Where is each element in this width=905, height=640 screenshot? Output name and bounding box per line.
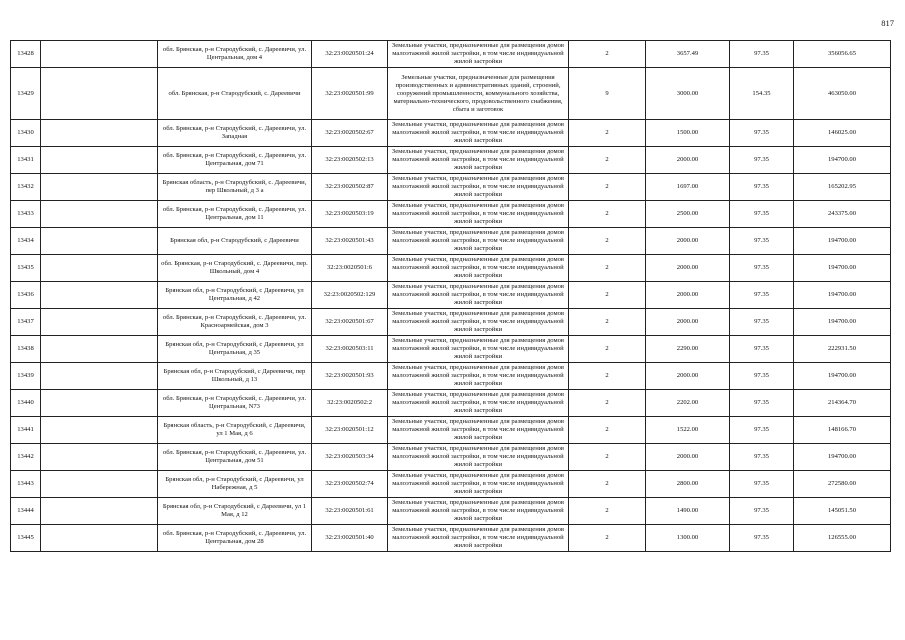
cell-group: 2 xyxy=(569,336,646,363)
cell-permitted-use: Земельные участки, предназначенные для размещения домов малоэтажной жилой застройки, в том числе индивидуальной жилой застройки xyxy=(388,174,569,201)
cell-address: обл. Брянская, р-н Стародубский, с. Дареевичи, ул. Центральная, N73 xyxy=(158,390,312,417)
cell-cadastral-number: 32:23:0020502:2 xyxy=(312,390,388,417)
cell-row-number: 13445 xyxy=(11,525,41,552)
cell-cadastral-number: 32:23:0020501:61 xyxy=(312,498,388,525)
cell-group: 9 xyxy=(569,68,646,120)
cell-cadastral-number: 32:23:0020502:74 xyxy=(312,471,388,498)
cell-area: 1697.00 xyxy=(646,174,730,201)
cell-group: 2 xyxy=(569,525,646,552)
cell-cadastral-value: 165202.95 xyxy=(794,174,891,201)
table-row xyxy=(11,363,891,390)
cell-permitted-use: Земельные участки, предназначенные для размещения производственных и административных зданий, строений, сооружений промышленности, коммунального хозяйства, материально-технического, продовольственного снабжения, сбыта и заготовок xyxy=(388,68,569,120)
cell-address: Брянская область, р-н Стародубский, с Дареевичи, ул 1 Мая, д 6 xyxy=(158,417,312,444)
cell-address: Брянская обл, р-н Стародубский, с Дареевичи, пер Школьный, д 13 xyxy=(158,363,312,390)
cell-row-number: 13428 xyxy=(11,41,41,68)
table-row xyxy=(11,228,891,255)
cell-permitted-use: Земельные участки, предназначенные для размещения домов малоэтажной жилой застройки, в том числе индивидуальной жилой застройки xyxy=(388,525,569,552)
cell-cadastral-value: 126555.00 xyxy=(794,525,891,552)
cell-permitted-use: Земельные участки, предназначенные для размещения домов малоэтажной жилой застройки, в том числе индивидуальной жилой застройки xyxy=(388,120,569,147)
table-row xyxy=(11,41,891,68)
cell-group: 2 xyxy=(569,417,646,444)
cell-specific-value: 97.35 xyxy=(730,417,794,444)
cell-specific-value: 97.35 xyxy=(730,390,794,417)
cell-area: 2500.00 xyxy=(646,201,730,228)
cell-cadastral-value: 214364.70 xyxy=(794,390,891,417)
cell-row-number: 13430 xyxy=(11,120,41,147)
cell-spacer xyxy=(41,471,158,498)
cell-specific-value: 97.35 xyxy=(730,336,794,363)
cell-cadastral-value: 194700.00 xyxy=(794,255,891,282)
cell-cadastral-number: 32:23:0020502:129 xyxy=(312,282,388,309)
cell-row-number: 13433 xyxy=(11,201,41,228)
cell-address: обл. Брянская, р-н Стародубский, с. Дареевичи, ул. Центральная, дом 11 xyxy=(158,201,312,228)
cell-permitted-use: Земельные участки, предназначенные для размещения домов малоэтажной жилой застройки, в том числе индивидуальной жилой застройки xyxy=(388,363,569,390)
cell-spacer xyxy=(41,282,158,309)
cell-spacer xyxy=(41,41,158,68)
table-row xyxy=(11,255,891,282)
cell-row-number: 13442 xyxy=(11,444,41,471)
cell-specific-value: 97.35 xyxy=(730,120,794,147)
cell-cadastral-value: 146025.00 xyxy=(794,120,891,147)
cell-group: 2 xyxy=(569,174,646,201)
cell-cadastral-number: 32:23:0020501:24 xyxy=(312,41,388,68)
cell-cadastral-number: 32:23:0020502:13 xyxy=(312,147,388,174)
cell-permitted-use: Земельные участки, предназначенные для размещения домов малоэтажной жилой застройки, в том числе индивидуальной жилой застройки xyxy=(388,390,569,417)
cell-cadastral-number: 32:23:0020501:43 xyxy=(312,228,388,255)
cell-area: 2000.00 xyxy=(646,444,730,471)
cell-area: 2000.00 xyxy=(646,282,730,309)
cell-area: 3000.00 xyxy=(646,68,730,120)
cell-specific-value: 97.35 xyxy=(730,41,794,68)
cell-cadastral-value: 356056.65 xyxy=(794,41,891,68)
cell-permitted-use: Земельные участки, предназначенные для размещения домов малоэтажной жилой застройки, в том числе индивидуальной жилой застройки xyxy=(388,255,569,282)
cell-specific-value: 97.35 xyxy=(730,147,794,174)
cell-cadastral-value: 194700.00 xyxy=(794,309,891,336)
cell-address: обл. Брянская, р-н Стародубский, с. Дареевичи, пер. Школьный, дом 4 xyxy=(158,255,312,282)
cell-cadastral-value: 194700.00 xyxy=(794,444,891,471)
cell-specific-value: 97.35 xyxy=(730,201,794,228)
cell-spacer xyxy=(41,363,158,390)
cell-area: 2000.00 xyxy=(646,363,730,390)
cell-permitted-use: Земельные участки, предназначенные для размещения домов малоэтажной жилой застройки, в том числе индивидуальной жилой застройки xyxy=(388,309,569,336)
cell-address: Брянская обл, р-н Стародубский, с Дареевичи xyxy=(158,228,312,255)
cell-cadastral-number: 32:23:0020503:19 xyxy=(312,201,388,228)
cell-spacer xyxy=(41,444,158,471)
table-row xyxy=(11,498,891,525)
cell-address: обл. Брянская, р-н Стародубский, с. Дареевичи, ул. Центральная, дом 71 xyxy=(158,147,312,174)
cell-spacer xyxy=(41,147,158,174)
cell-spacer xyxy=(41,390,158,417)
cell-group: 2 xyxy=(569,471,646,498)
cell-row-number: 13431 xyxy=(11,147,41,174)
table-row xyxy=(11,174,891,201)
cell-address: Брянская обл, р-н Стародубский, с Дареевичи, ул 1 Мая, д 12 xyxy=(158,498,312,525)
cell-cadastral-number: 32:23:0020501:93 xyxy=(312,363,388,390)
cell-permitted-use: Земельные участки, предназначенные для размещения домов малоэтажной жилой застройки, в том числе индивидуальной жилой застройки xyxy=(388,228,569,255)
cell-cadastral-value: 194700.00 xyxy=(794,363,891,390)
cell-row-number: 13432 xyxy=(11,174,41,201)
cell-permitted-use: Земельные участки, предназначенные для размещения домов малоэтажной жилой застройки, в том числе индивидуальной жилой застройки xyxy=(388,444,569,471)
cell-spacer xyxy=(41,525,158,552)
cell-spacer xyxy=(41,336,158,363)
cell-specific-value: 97.35 xyxy=(730,309,794,336)
table-row xyxy=(11,68,891,120)
cell-row-number: 13443 xyxy=(11,471,41,498)
cell-cadastral-value: 145051.50 xyxy=(794,498,891,525)
cell-spacer xyxy=(41,309,158,336)
cell-area: 2290.00 xyxy=(646,336,730,363)
table-row xyxy=(11,390,891,417)
cell-group: 2 xyxy=(569,228,646,255)
cell-cadastral-number: 32:23:0020501:12 xyxy=(312,417,388,444)
cell-area: 1490.00 xyxy=(646,498,730,525)
cell-cadastral-value: 194700.00 xyxy=(794,147,891,174)
cell-specific-value: 154.35 xyxy=(730,68,794,120)
cell-area: 1500.00 xyxy=(646,120,730,147)
table-row xyxy=(11,471,891,498)
cell-area: 2800.00 xyxy=(646,471,730,498)
cell-group: 2 xyxy=(569,390,646,417)
cell-area: 2000.00 xyxy=(646,255,730,282)
cell-spacer xyxy=(41,228,158,255)
cell-cadastral-number: 32:23:0020501:67 xyxy=(312,309,388,336)
cell-spacer xyxy=(41,417,158,444)
cell-spacer xyxy=(41,68,158,120)
table-row xyxy=(11,417,891,444)
cell-area: 2000.00 xyxy=(646,309,730,336)
cell-group: 2 xyxy=(569,363,646,390)
cell-specific-value: 97.35 xyxy=(730,444,794,471)
cell-specific-value: 97.35 xyxy=(730,282,794,309)
cell-cadastral-value: 148166.70 xyxy=(794,417,891,444)
cell-specific-value: 97.35 xyxy=(730,471,794,498)
cell-permitted-use: Земельные участки, предназначенные для размещения домов малоэтажной жилой застройки, в том числе индивидуальной жилой застройки xyxy=(388,282,569,309)
cell-spacer xyxy=(41,174,158,201)
cell-row-number: 13429 xyxy=(11,68,41,120)
cell-address: обл. Брянская, р-н Стародубский, с. Дареевичи, ул. Центральная, дом 4 xyxy=(158,41,312,68)
cell-permitted-use: Земельные участки, предназначенные для размещения домов малоэтажной жилой застройки, в том числе индивидуальной жилой застройки xyxy=(388,498,569,525)
cell-spacer xyxy=(41,498,158,525)
cell-group: 2 xyxy=(569,282,646,309)
cell-area: 2000.00 xyxy=(646,228,730,255)
cell-spacer xyxy=(41,255,158,282)
cell-row-number: 13441 xyxy=(11,417,41,444)
cell-address: Брянская обл, р-н Стародубский, с Дареевичи, ул Центральная, д 42 xyxy=(158,282,312,309)
cell-area: 2202.00 xyxy=(646,390,730,417)
cell-group: 2 xyxy=(569,120,646,147)
cell-cadastral-number: 32:23:0020503:11 xyxy=(312,336,388,363)
cell-row-number: 13438 xyxy=(11,336,41,363)
cell-cadastral-value: 272580.00 xyxy=(794,471,891,498)
table-row xyxy=(11,525,891,552)
cell-cadastral-value: 222931.50 xyxy=(794,336,891,363)
cell-address: обл. Брянская, р-н Стародубский, с. Дареевичи, ул. Западная xyxy=(158,120,312,147)
cell-area: 2000.00 xyxy=(646,147,730,174)
cell-spacer xyxy=(41,201,158,228)
cell-cadastral-value: 194700.00 xyxy=(794,228,891,255)
cell-cadastral-number: 32:23:0020501:6 xyxy=(312,255,388,282)
cell-permitted-use: Земельные участки, предназначенные для размещения домов малоэтажной жилой застройки, в том числе индивидуальной жилой застройки xyxy=(388,201,569,228)
cell-specific-value: 97.35 xyxy=(730,228,794,255)
cell-group: 2 xyxy=(569,444,646,471)
cell-area: 1522.00 xyxy=(646,417,730,444)
cell-area: 1300.00 xyxy=(646,525,730,552)
cell-row-number: 13440 xyxy=(11,390,41,417)
cell-cadastral-value: 194700.00 xyxy=(794,282,891,309)
cell-permitted-use: Земельные участки, предназначенные для размещения домов малоэтажной жилой застройки, в том числе индивидуальной жилой застройки xyxy=(388,336,569,363)
cell-row-number: 13434 xyxy=(11,228,41,255)
cell-permitted-use: Земельные участки, предназначенные для размещения домов малоэтажной жилой застройки, в том числе индивидуальной жилой застройки xyxy=(388,417,569,444)
cell-address: обл. Брянская, р-н Стародубский, с. Дареевичи, ул. Центральная, дом 28 xyxy=(158,525,312,552)
table-row xyxy=(11,444,891,471)
cell-address: Брянская обл, р-н Стародубский, с Дареевичи, ул Центральная, д 35 xyxy=(158,336,312,363)
cell-address: обл. Брянская, р-н Стародубский, с. Дареевичи, ул. Красноармейская, дом 3 xyxy=(158,309,312,336)
cell-specific-value: 97.35 xyxy=(730,363,794,390)
cell-cadastral-value: 243375.00 xyxy=(794,201,891,228)
table-row xyxy=(11,147,891,174)
cell-area: 3657.49 xyxy=(646,41,730,68)
cell-row-number: 13436 xyxy=(11,282,41,309)
cell-group: 2 xyxy=(569,41,646,68)
cell-permitted-use: Земельные участки, предназначенные для размещения домов малоэтажной жилой застройки, в том числе индивидуальной жилой застройки xyxy=(388,147,569,174)
cell-row-number: 13437 xyxy=(11,309,41,336)
cell-row-number: 13444 xyxy=(11,498,41,525)
cell-group: 2 xyxy=(569,309,646,336)
table-row xyxy=(11,120,891,147)
cell-address: обл. Брянская, р-н Стародубский, с. Дареевичи, ул. Центральная, дом 51 xyxy=(158,444,312,471)
cell-specific-value: 97.35 xyxy=(730,174,794,201)
cell-address: обл. Брянская, р-н Стародубский, с. Дареевичи xyxy=(158,68,312,120)
table-body xyxy=(11,41,891,552)
cell-specific-value: 97.35 xyxy=(730,498,794,525)
cell-group: 2 xyxy=(569,255,646,282)
cell-permitted-use: Земельные участки, предназначенные для размещения домов малоэтажной жилой застройки, в том числе индивидуальной жилой застройки xyxy=(388,471,569,498)
cell-spacer xyxy=(41,120,158,147)
cell-group: 2 xyxy=(569,498,646,525)
cell-address: Брянская область, р-н Стародубский, с. Дареевичи, пер Школьный, д 3 а xyxy=(158,174,312,201)
cell-cadastral-number: 32:23:0020501:99 xyxy=(312,68,388,120)
cell-cadastral-value: 463050.00 xyxy=(794,68,891,120)
cell-address: Брянская обл, р-н Стародубский, с Дареевичи, ул Набережная, д 5 xyxy=(158,471,312,498)
cell-cadastral-number: 32:23:0020502:67 xyxy=(312,120,388,147)
cadastral-value-table xyxy=(10,40,891,552)
cell-group: 2 xyxy=(569,147,646,174)
cell-group: 2 xyxy=(569,201,646,228)
cell-permitted-use: Земельные участки, предназначенные для размещения домов малоэтажной жилой застройки, в том числе индивидуальной жилой застройки xyxy=(388,41,569,68)
cell-cadastral-number: 32:23:0020502:87 xyxy=(312,174,388,201)
cell-specific-value: 97.35 xyxy=(730,255,794,282)
cell-row-number: 13439 xyxy=(11,363,41,390)
table-row xyxy=(11,282,891,309)
table-row xyxy=(11,336,891,363)
cell-cadastral-number: 32:23:0020501:40 xyxy=(312,525,388,552)
cell-cadastral-number: 32:23:0020503:34 xyxy=(312,444,388,471)
table-row xyxy=(11,201,891,228)
page-number: 817 xyxy=(881,18,894,28)
table-row xyxy=(11,309,891,336)
cell-row-number: 13435 xyxy=(11,255,41,282)
cell-specific-value: 97.35 xyxy=(730,525,794,552)
